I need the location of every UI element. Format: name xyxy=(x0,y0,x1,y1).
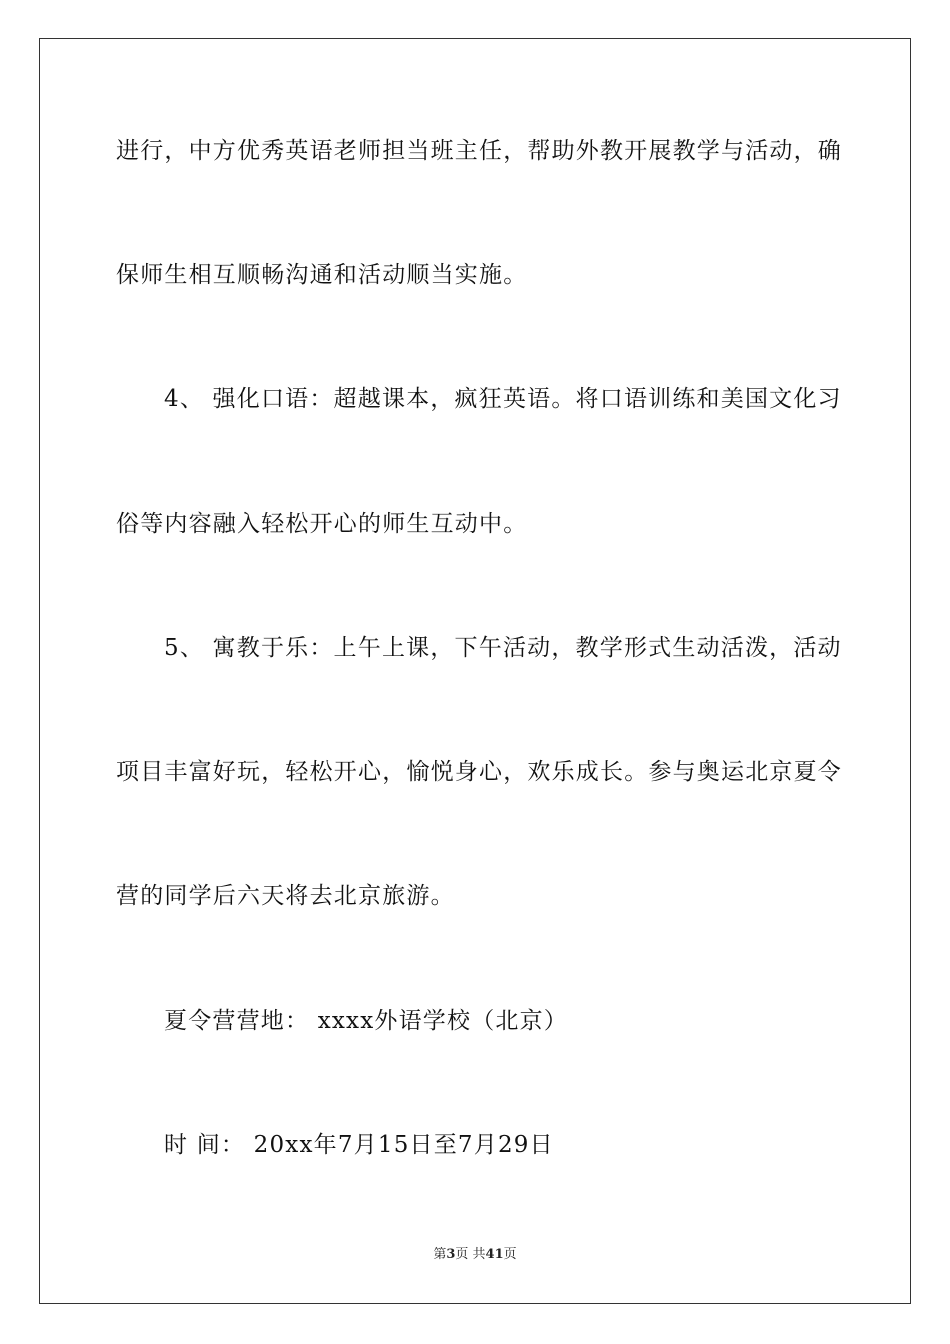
footer-mid: 页 共 xyxy=(455,1247,486,1262)
body-line-1: 进行，中方优秀英语老师担当班主任，帮助外教开展教学与活动，确 xyxy=(116,138,842,164)
page-border xyxy=(39,38,911,1304)
item-5-line-3: 营的同学后六天将去北京旅游。 xyxy=(116,883,455,909)
camp-time: 时 间： 20xx年7月15日至7月29日 xyxy=(164,1132,554,1158)
camp-location: 夏令营营地： xxxx外语学校（北京） xyxy=(164,1008,568,1034)
footer-suffix: 页 xyxy=(503,1247,517,1262)
page-footer xyxy=(0,1246,950,1264)
body-line-2: 保师生相互顺畅沟通和活动顺当实施。 xyxy=(116,262,528,288)
footer-total-pages: 41 xyxy=(485,1247,504,1262)
footer-page-number: 3 xyxy=(446,1247,456,1262)
item-5-line-1: 5、 寓教于乐：上午上课，下午活动，教学形式生动活泼，活动 xyxy=(164,635,842,661)
item-5-line-2: 项目丰富好玩，轻松开心，愉悦身心，欢乐成长。参与奥运北京夏令 xyxy=(116,759,842,785)
footer-prefix: 第 xyxy=(433,1247,447,1262)
item-4-line-1: 4、 强化口语：超越课本，疯狂英语。将口语训练和美国文化习 xyxy=(164,386,842,412)
item-4-line-2: 俗等内容融入轻松开心的师生互动中。 xyxy=(116,511,528,537)
